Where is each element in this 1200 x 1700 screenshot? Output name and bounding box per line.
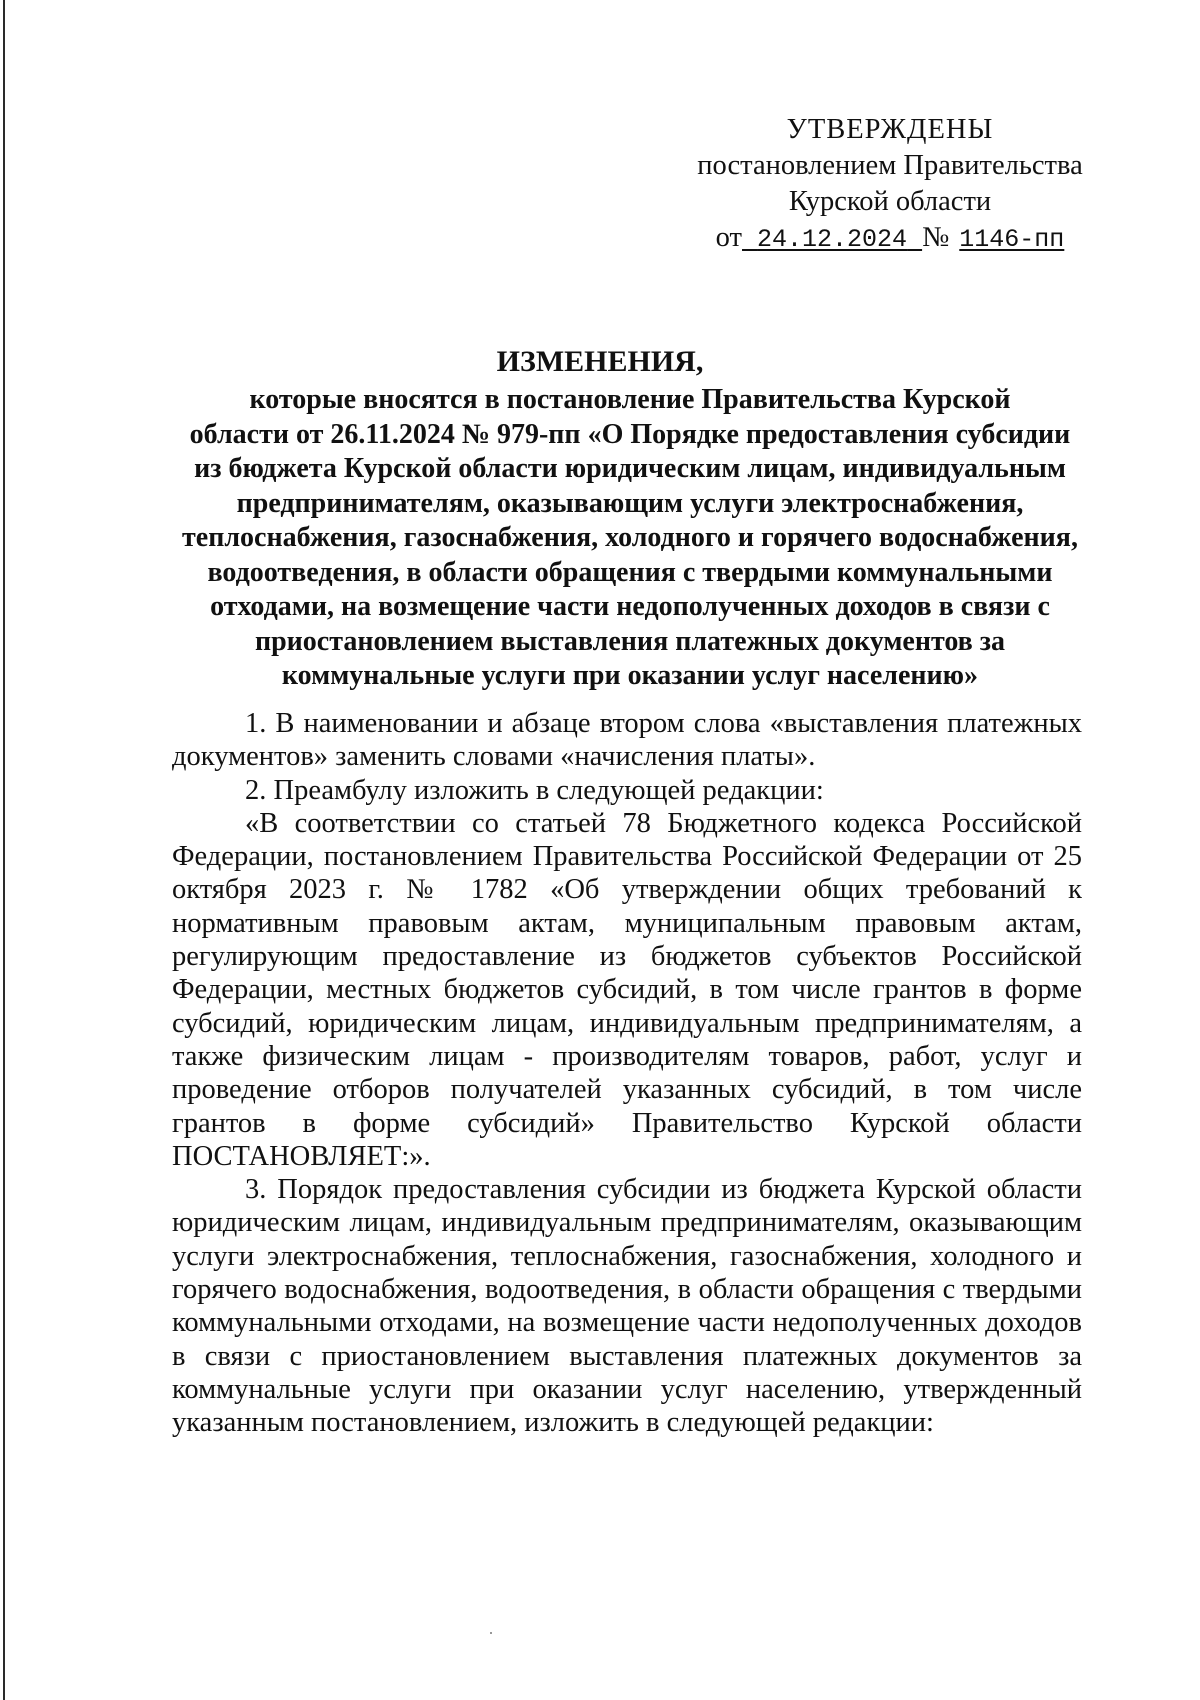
heading-line: приостановлением выставления платежных документов за [254,625,1006,657]
scan-speck [490,1632,492,1634]
document-title: ИЗМЕНЕНИЯ, [496,345,704,378]
approval-number-prefix: № [922,222,950,253]
paragraph-item-3: 3. Порядок предоставления субсидии из бюджета Курской области юридическим лицам, индивидуальным предпринимателям, оказывающим услуги электроснабжения, теплоснабжения, газоснабжения, холодного и горячего водоснабжения, водоотведения, в области обращения с твердыми коммунальными отходами, на возмещение части недополученных доходов в связи с приостановлением выставления платежных документов за коммунальные услуги при оказании услуг населению, утвержденный указанным постановлением, изложить в следующей редакции: [172,1174,1082,1439]
heading-line: которые вносятся в постановление Правительства Курской [249,384,1011,415]
approval-stamp-block [680,112,1100,258]
approval-authority: постановлением Правительства [697,150,1083,181]
scan-edge-line [3,0,5,1700]
paragraph-item-1: 1. В наименовании и абзаце втором слова «выставления платежных документов» заменить словами «начисления платы». [172,708,1082,773]
paragraph-preamble-quote: «В соответствии со статьей 78 Бюджетного кодекса Российской Федерации, постановлением Правительства Российской Федерации от 25 октября 2023 г. № 1782 «Об утверждении общих требований к нормативным правовым актам, муниципальным правовым актам, регулирующим предоставление из бюджетов субъектов Российской Федерации, местных бюджетов субсидий, в том числе грантов в форме субсидий, юридическим лицам, индивидуальным предпринимателям, а также физическим лицам - производителям товаров, работ, услуг и проведение отборов получателей указанных субсидий, в том числе грантов в форме субсидий» Правительство Курской области ПОСТАНОВЛЯЕТ:». [172,807,1082,1172]
approval-date: 24.12.2024 [757,225,908,254]
approval-region: Курской области [788,186,992,217]
heading-line: коммунальные услуги при оказании услуг населению» [281,660,979,691]
paragraph-item-2: 2. Преамбулу изложить в следующей редакции: [245,774,824,806]
heading-line: из бюджета Курской области юридическим лицам, индивидуальным [194,453,1066,484]
heading-line: предпринимателям, оказывающим услуги электроснабжения, [236,487,1024,519]
document-body [172,707,1082,1440]
approval-number: 1146-пп [959,225,1065,254]
approval-title: УТВЕРЖДЕНЫ [786,114,994,145]
heading-line: отходами, на возмещение части недополученных доходов в связи с [210,591,1050,622]
heading-line: теплоснабжения, газоснабжения, холодного и горячего водоснабжения, [182,522,1078,553]
heading-line: водоотведения, в области обращения с твердыми коммунальными [207,556,1053,588]
approval-date-prefix: от [715,222,743,253]
heading-line: области от 26.11.2024 № 979-пп «О Порядке предоставления субсидии [189,418,1071,450]
document-heading [165,383,1095,694]
approval-date-number-line [680,220,1100,258]
